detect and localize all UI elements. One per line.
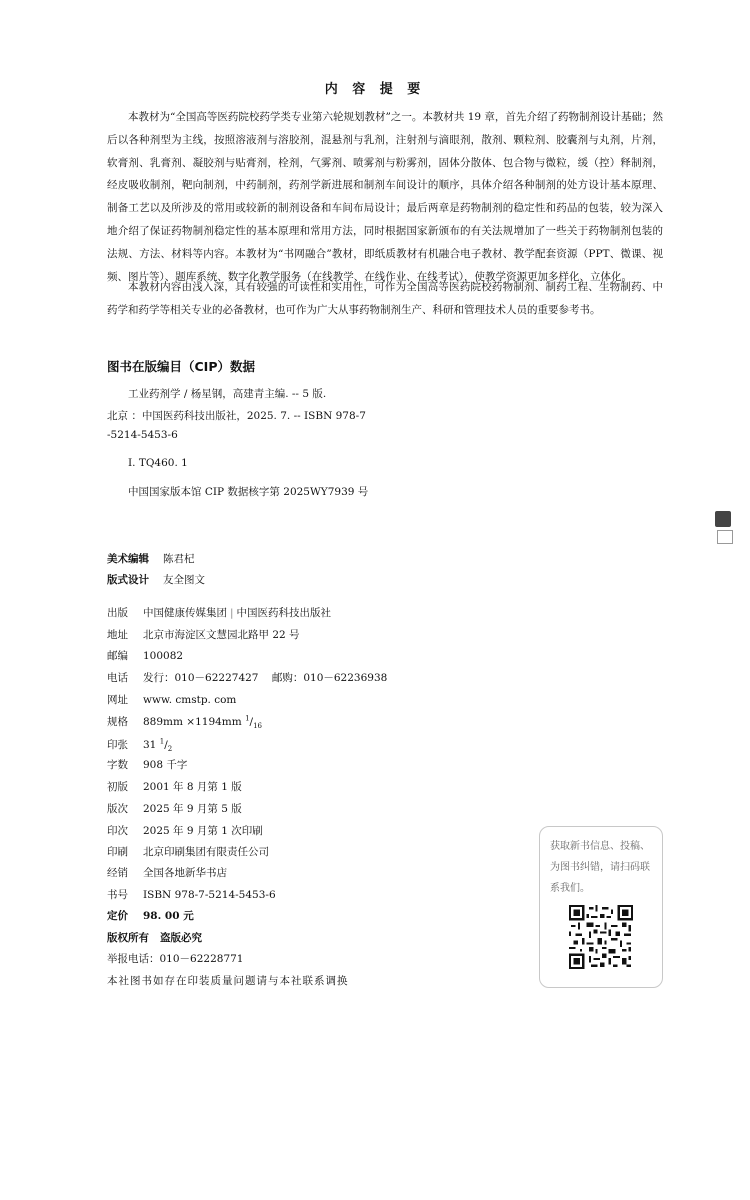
price-value: 98. 00 元 [143, 910, 194, 922]
publisher-group: 中国健康传媒集团 [143, 607, 227, 619]
info-value: 2025 年 9 月第 1 次印刷 [143, 825, 263, 837]
info-label: 印次 [107, 825, 128, 837]
info-label: 印刷 [107, 846, 128, 858]
edge-marker-icon [717, 530, 733, 544]
fraction-slash: / [249, 716, 254, 728]
summary-paragraph-2: 本教材内容由浅入深，具有较强的可读性和实用性，可作为全国高等医药院校药物制剂、制药工程、生物制药、中药学和药学等相关专业的必备教材，也可作为广大从事药物制剂生产、科研和管理技术人员的重要参考书。 [107, 281, 663, 316]
cip-record-number: 中国国家版本馆 CIP 数据核字第 2025WY7939 号 [128, 486, 369, 498]
info-value: 全国各地新华书店 [143, 867, 227, 879]
info-value: 100082 [143, 650, 184, 662]
info-value: 908 千字 [143, 759, 188, 771]
summary-paragraph-1: 本教材为“全国高等医药院校药学类专业第六轮规划教材”之一。本教材共 19 章，首先介绍了药物制剂设计基础；然后以各种剂型为主线，按照溶液剂与溶胶剂，混悬剂与乳剂，注射剂与滴眼剂，散剂、颗粒剂、胶囊剂与丸剂，片剂，软膏剂、乳膏剂、凝胶剂与贴膏剂，栓剂，气雾剂、喷雾剂与粉雾剂，固体分散体、包合物与微粒，缓（控）释制剂，经皮吸收制剂，靶向制剂，中药制剂，药剂学新进展和制剂车间设计的顺序，具体介绍各种制剂的处方设计基本原理、制备工艺以及所涉及的常用或较新的制剂设备和车间布局设计；最后两章是药物制剂的稳定性和药品的包装，较为深入地介绍了保证药物制剂稳定性的基本原理和常用方法，同时根据国家新颁布的有关法规增加了一些关于药物制剂包装的法规、方法、材料等内容。本教材为“书网融合”教材，即纸质教材有机融合电子教材、教学配套资源（PPT、微课、视频、图片等）、题库系统、数字化教学服务（在线教学、在线作业、在线考试），使教学资源更加多样化、立体化。 [107, 111, 663, 283]
format-row [107, 714, 262, 730]
sheets-numerator: 1 [159, 737, 165, 746]
format-numerator: 1 [245, 714, 250, 723]
info-row [107, 670, 387, 685]
edge-marker-icon [715, 511, 731, 527]
info-value: 北京市海淀区文慧园北路甲 22 号 [143, 629, 300, 641]
website-value: www. cmstp. com [143, 694, 237, 706]
qr-card-text: 获取新书信息、投稿、为图书纠错，请扫码联系我们。 [550, 841, 650, 894]
info-label: 字数 [107, 759, 128, 771]
info-label: 版次 [107, 803, 128, 815]
publisher-row [107, 605, 331, 620]
publisher-label: 出版 [107, 607, 128, 619]
cip-title: 图书在版编目（CIP）数据 [107, 359, 255, 374]
sheets-label: 印张 [107, 739, 128, 751]
staff-row [107, 551, 195, 566]
price-label: 定价 [107, 910, 128, 922]
price-row [107, 908, 194, 923]
info-row [107, 801, 242, 816]
info-value: 2001 年 8 月第 1 版 [143, 781, 242, 793]
sheets-denominator: 2 [167, 745, 173, 754]
info-label: 地址 [107, 629, 128, 641]
staff-label: 版式设计 [107, 574, 149, 586]
format-denominator: 16 [253, 722, 263, 731]
info-value: 发行：010－62227427 邮购：010－62236938 [143, 672, 388, 684]
summary-title: 内 容 提 要 [324, 82, 426, 97]
info-value: 2025 年 9 月第 5 版 [143, 803, 242, 815]
quality-notice: 本社图书如存在印装质量问题请与本社联系调换 [107, 975, 349, 987]
info-row [107, 692, 236, 707]
info-value: 北京印刷集团有限责任公司 [143, 846, 269, 858]
info-row [107, 757, 187, 772]
staff-label: 美术编辑 [107, 553, 149, 565]
info-row [107, 627, 300, 642]
info-row [107, 844, 269, 859]
divider: | [230, 607, 234, 619]
cip-line: 工业药剂学 / 杨星钢，高建青主编. -- 5 版. [128, 388, 327, 400]
format-label: 规格 [107, 716, 128, 728]
format-value: 889mm ×1194mm [143, 716, 242, 728]
sheets-value: 31 [143, 739, 157, 751]
staff-value: 陈君杞 [163, 553, 195, 565]
info-label: 网址 [107, 694, 128, 706]
publisher-press: 中国医药科技出版社 [236, 607, 332, 619]
info-row [107, 779, 242, 794]
info-label: 电话 [107, 672, 128, 684]
staff-value: 友全图文 [163, 574, 205, 586]
sheets-row [107, 737, 172, 753]
cip-classification: Ⅰ. TQ460. 1 [128, 457, 188, 469]
rights-notice: 版权所有 盗版必究 [107, 932, 202, 944]
staff-row [107, 572, 205, 587]
info-label: 初版 [107, 781, 128, 793]
isbn-value: ISBN 978-7-5214-5453-6 [143, 889, 276, 901]
info-row [107, 823, 263, 838]
info-label: 邮编 [107, 650, 128, 662]
info-label: 书号 [107, 889, 128, 901]
info-row [107, 865, 227, 880]
cip-line: 北京 ：中国医药科技出版社，2025. 7. -- ISBN 978-7 [107, 410, 366, 422]
cip-line: -5214-5453-6 [107, 429, 178, 441]
info-row [107, 887, 276, 902]
info-row [107, 648, 183, 663]
fraction-slash: / [164, 739, 168, 751]
info-label: 经销 [107, 867, 128, 879]
qr-code-icon[interactable] [569, 905, 633, 969]
report-phone: 举报电话：010－62228771 [107, 953, 244, 965]
qr-card [539, 826, 663, 988]
